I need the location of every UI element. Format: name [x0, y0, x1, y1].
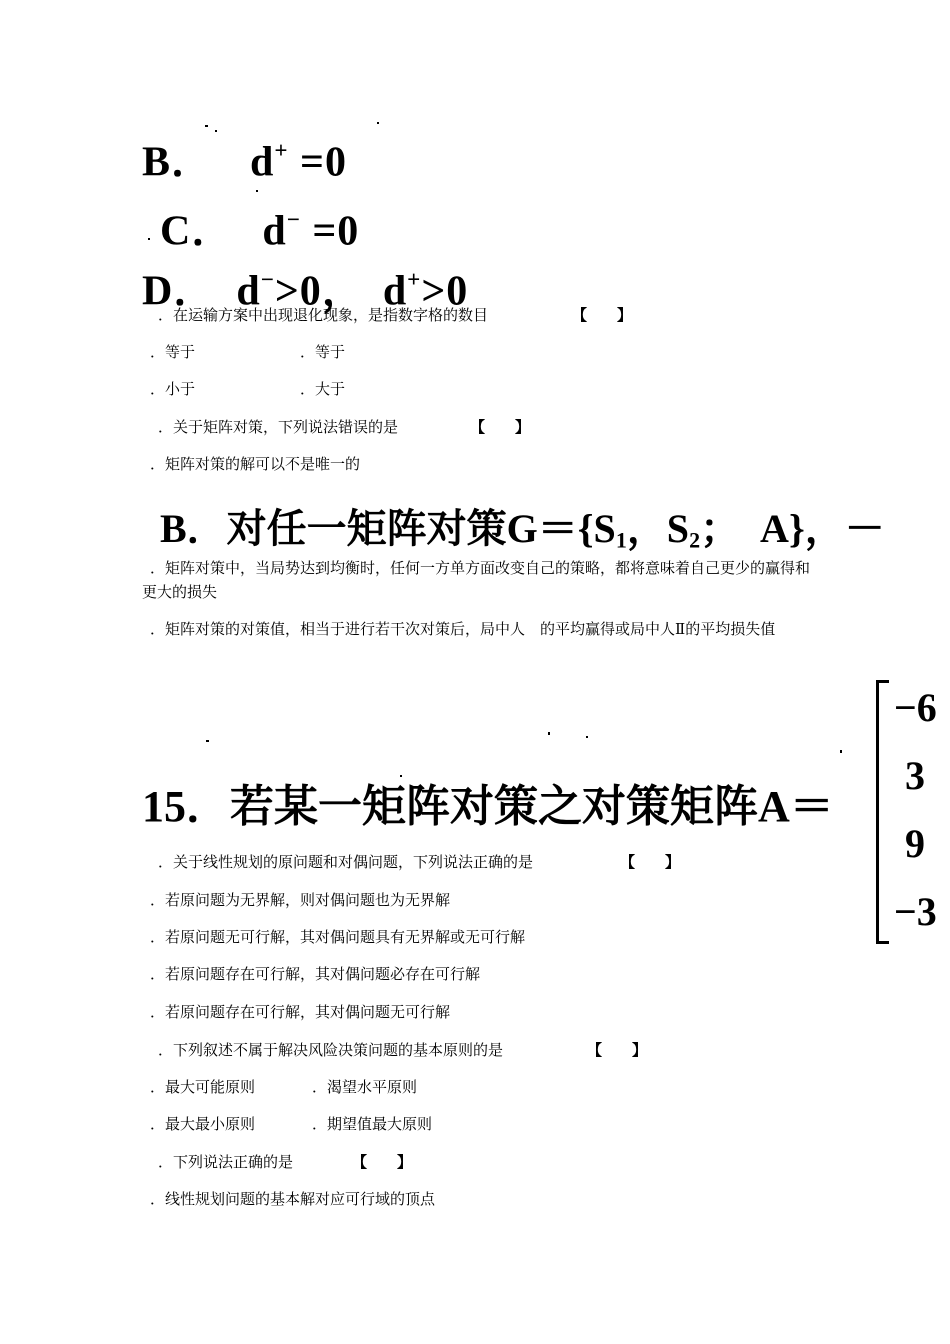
option-c: ．小于: [150, 380, 196, 398]
scan-speck: [206, 740, 209, 742]
answer-bracket: [620, 852, 680, 872]
option-c: ．矩阵对策中，当局势达到均衡时，任何一方单方面改变自己的策略，都将意味着自己更少的赢得和更大的损失: [142, 559, 811, 601]
option-letter: C．: [160, 208, 235, 255]
math-symbol: d: [262, 208, 287, 255]
question-text: ．在运输方案中出现退化现象，是指数字格的数目: [158, 306, 489, 324]
option-b: ．渴望水平原则: [312, 1078, 418, 1096]
question-stem: [158, 417, 398, 437]
math-superscript: −: [286, 206, 301, 232]
option-a: ．线性规划问题的基本解对应可行域的顶点: [150, 1190, 436, 1208]
math-subscript: 1: [615, 527, 627, 553]
option-letter: D．: [142, 268, 217, 315]
math-expression: =0: [300, 208, 360, 255]
math-symbol: d: [382, 268, 408, 315]
scan-speck: [586, 736, 588, 738]
answer-bracket: [352, 1152, 412, 1172]
option-b: ．等于: [300, 343, 346, 361]
math-superscript: +: [274, 137, 289, 163]
option-b-big: [160, 506, 885, 564]
option-c: ．最大最小原则: [150, 1115, 256, 1133]
option-a: ．若原问题为无界解，则对偶问题也为无界解: [150, 891, 451, 909]
math-expression: ，S: [626, 506, 690, 551]
option-a: ．矩阵对策的解可以不是唯一的: [150, 455, 361, 473]
scan-speck: [548, 732, 550, 735]
answer-bracket: [470, 417, 530, 437]
matrix-cell: −3: [894, 889, 937, 934]
option-b: ．若原问题无可行解，其对偶问题具有无界解或无可行解: [150, 928, 526, 946]
math-expression: >0: [421, 268, 469, 315]
math-expression: =0: [288, 139, 347, 186]
math-superscript: +: [407, 266, 422, 292]
question-15-big: [142, 782, 834, 832]
option-d: ．若原问题存在可行解，其对偶问题无可行解: [150, 1003, 451, 1021]
option-c-big: [160, 195, 359, 255]
scan-speck: [400, 775, 402, 777]
option-a: ．最大可能原则: [150, 1078, 256, 1096]
answer-bracket: [587, 1040, 647, 1060]
answer-bracket: [572, 305, 632, 325]
question-stem: [158, 852, 533, 872]
scan-speck: [256, 190, 258, 192]
math-expression: >0，: [274, 268, 365, 315]
option-b-big: [142, 126, 347, 186]
option-d: ．矩阵对策的对策值，相当于进行若干次对策后，局中人 的平均赢得或局中人Ⅱ的平均损失值: [150, 620, 776, 638]
question-stem: [158, 305, 488, 325]
answer-bracket-text: 【 】: [352, 1153, 413, 1171]
math-expression: ； A}，－: [700, 506, 885, 551]
math-symbol: d: [250, 139, 275, 186]
math-subscript: 2: [689, 527, 701, 553]
option-c: ．若原问题存在可行解，其对偶问题必存在可行解: [150, 965, 481, 983]
question-stem: [158, 1040, 503, 1060]
option-a: ．等于: [150, 343, 196, 361]
answer-bracket-text: 【 】: [620, 853, 681, 871]
option-d: ．期望值最大原则: [312, 1115, 433, 1133]
question-stem: [158, 1152, 293, 1172]
question-text: ．下列叙述不属于解决风险决策问题的基本原则的是: [158, 1041, 504, 1059]
answer-bracket-text: 【 】: [572, 306, 633, 324]
matrix-cell: 9: [905, 821, 925, 866]
matrix-cell: 3: [905, 753, 925, 798]
math-superscript: −: [260, 266, 275, 292]
question-text: ．关于矩阵对策，下列说法错误的是: [158, 418, 399, 436]
scan-speck: [840, 750, 842, 753]
answer-bracket-text: 【 】: [470, 418, 531, 436]
option-d: ．大于: [300, 380, 346, 398]
answer-bracket-text: 【 】: [587, 1041, 648, 1059]
matrix-cell: −6: [894, 685, 937, 730]
option-letter: B．: [142, 139, 215, 186]
scan-speck: [377, 122, 379, 124]
math-symbol: d: [236, 268, 261, 315]
question-text: ．下列说法正确的是: [158, 1153, 294, 1171]
math-expression: B．对任一矩阵对策G＝{S: [160, 506, 616, 551]
scan-speck: [148, 238, 150, 240]
matrix-left-bracket: [876, 680, 889, 944]
question-text: 15．若某一矩阵对策之对策矩阵A＝: [142, 782, 834, 831]
question-text: ．关于线性规划的原问题和对偶问题，下列说法正确的是: [158, 853, 534, 871]
